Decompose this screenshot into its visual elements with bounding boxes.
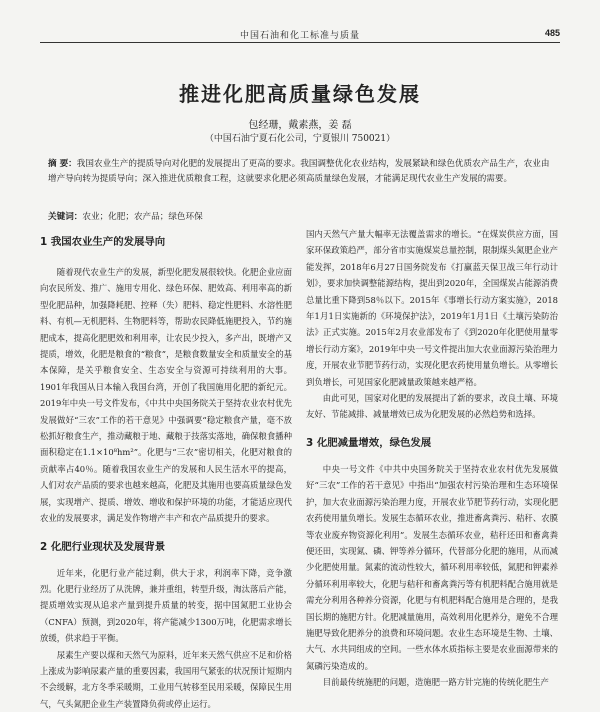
section-1-heading: 1 我国农业生产的发展导向 (40, 236, 166, 248)
keywords-label: 关键词： (48, 212, 83, 222)
journal-name: 中国石油和化工标准与质量 (239, 31, 360, 41)
section-2-heading: 2 化肥行业现状及发展背景 (40, 540, 166, 553)
section-2-continued: 国内天然气产量大幅率无法覆盖需求的增长。“在煤炭供应方面，国家环保政策趋严，部分省市实施煤炭总量控制，限制煤头氮肥企业产能发挥，2018年6月27日国务院发布《打赢蓝天保卫战三年行动计划》，要求加快调整能源结构，提出到2020年，全国煤炭占能源消费总量比重下降到58％以下。2015年《事增长行动方案实施》，2018年1月1日实施新的《环境保护法》，2019年1月1日《土壤污染防治法》正式实施。2015年2月农业部发布了《到2020年化肥使用量零增长行动方案》，2019年中央一号文件提出加大农业面源污染治理力度，开展农业节肥节药行动，实现化肥农药使用量负增长。从零增长到负增长，可见国家化肥减量政策越来越严格。 (306, 229, 558, 387)
keywords (48, 210, 552, 222)
author-list: 包经珊，戴素燕，姜 磊 (248, 120, 352, 131)
abstract (48, 157, 552, 187)
left-column (40, 226, 292, 709)
section-3-paragraph-2: 目前最传统施肥的问题，造施肥一路方针完施的传统化肥生产 (322, 677, 549, 688)
running-header (40, 26, 560, 43)
affiliation: （中国石油宁夏石化公司，宁夏银川 750021） (204, 134, 396, 144)
abstract-label: 摘 要： (48, 159, 77, 169)
right-column (306, 226, 558, 693)
page-number: 485 (544, 28, 560, 38)
section-2-paragraph-2: 尿素生产要以煤和天然气为原料，近年来天然气供应不足和价格上涨成为影响尿素产量的重要因素，我国用气紧张的状况预计短期内不会缓解，北方冬季采暖期，工业用气转移至民用采暖，保障民生用气，气头氮肥企业生产装置降负荷或停止运行。 (40, 649, 292, 709)
abstract-text: 我国农业生产的提质导向对化肥的发展提出了更高的要求。我国调整优化农业结构，发展紧缺和绿色优质农产品生产，农业由增产导向转为提质导向；深入推进优质粮食工程，这就要求化肥必须高质量绿色发展，才能满足现代农业生产发展的需要。 (48, 159, 550, 184)
section-3-paragraph-1: 中央一号文件《中共中央国务院关于坚持农业农村优先发展做好“三农”工作的若干意见》中指出“加强农村污染治理和生态环境保护，加大农业面源污染治理力度，开展农业节肥节药行动，实现化肥农药使用量负增长。发展生态循环农业，推进畜禽粪污、秸秆、农膜等农业废弃物资源化利用”。发展生态循环农业，秸秆还田和畜禽粪便还田，实现氮、磷、钾等养分循环，代替部分化肥的施用，从而减少化肥使用量。氮素的流动性较大，循环利用率较低，氮肥和钾素养分循环利用率较大，化肥与秸秆和畜禽粪污等有机肥料配合施用就是需充分利用各种养分资源，化肥与有机肥料配合施用是合理的，是我国长期的施肥方针。化肥减量施用，高效利用化肥养分，避免不合理施肥导致化肥养分的浪费和环境问题。农业生态环境是生物、土壤、大气、水共同组成的空间。一些水体水质指标主要是农业面源带来的氮磷污染造成的。 (306, 463, 558, 671)
section-1-paragraph: 随着现代农业生产的发展，新型化肥发展很较快。化肥企业应面向农民所发、推广、施用专用化、绿色环保、肥效高、利用率高的新型化肥品种，加强降耗肥、控释（失）肥料、稳定性肥料、水溶性肥料、有机—无机肥料、生物肥料等，帮助农民降低施肥投入，节约施肥成本，提高化肥肥效和利用率，让农民少投入，多产出，既增产又提质，增效，化肥是粮食的“粮食”，是粮食数量安全和质量安全的基本保障，是关乎粮食安全、生态安全与资源可持续利用的大事。1901年我国从日本输入我国台湾，开创了我国施用化肥的新纪元。2019年中央一号文件发布，《中共中央国务院关于坚持农业农村优先发展做好“三农”工作的若干意见》中强调要“稳定粮食产量，毫不放松抓好粮食生产，推动藏粮于地、藏粮于技落实落地，确保粮食播种面积稳定在1.1×10⁸hm²”。化肥与“三农”密切相关，化肥对粮食的贡献率占40％。随着我国农业生产的发展和人民生活水平的提高，人们对农产品质的要求也越来越高，化肥及其施用也要高质量绿色发展，实现增产、提质、增效、增收和保护环境的功能，才能适应现代农业的发展要求，满足发作物增产丰产和农产品质提升的要求。 (40, 267, 292, 524)
section-2-conclusion: 由此可见，国家对化肥的发展提出了新的要求，改良土壤、环境友好、节能减排、减量增效已成为化肥发展的必然趋势和选择。 (306, 393, 558, 420)
article-title: 推进化肥高质量绿色发展 (179, 82, 421, 106)
section-2-paragraph-1: 近年来，化肥行业产能过剩，供大于求，利润率下降，竞争激烈。化肥行业经历了从洗牌，兼并重组，转型升级，淘汰落后产能，提质增效实现从追求产量到提升质量的转变，据中国氮肥工业协会（CNFA）预测，到2020年，将产能减少1300万吨，化肥需求增长放缓，供求趋于平衡。 (40, 567, 292, 644)
keywords-text: 农业；化肥；农产品；绿色环保 (82, 212, 203, 222)
section-3-heading: 3 化肥减量增效，绿色发展 (306, 436, 432, 449)
